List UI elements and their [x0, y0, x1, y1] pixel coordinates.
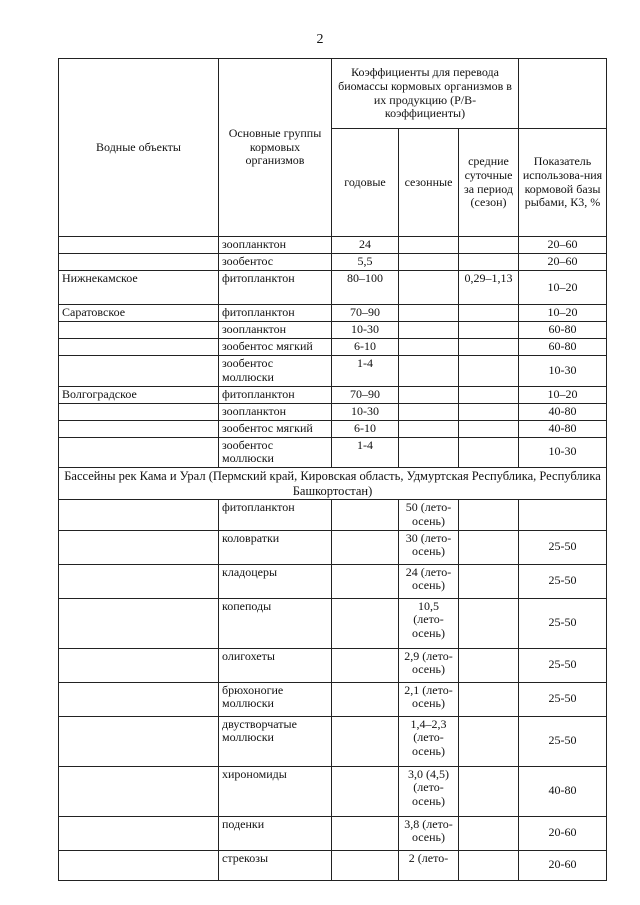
- cell-k: 40-80: [519, 420, 607, 437]
- cell-daily: [459, 403, 519, 420]
- cell-seasonal: [399, 420, 459, 437]
- cell-seasonal: [399, 403, 459, 420]
- reservoirs-body: [59, 237, 607, 468]
- cell-object: [59, 816, 219, 850]
- cell-annual: [332, 766, 399, 816]
- cell-seasonal: [399, 339, 459, 356]
- cell-seasonal: [399, 254, 459, 271]
- cell-object: [59, 437, 219, 468]
- cell-object: [59, 322, 219, 339]
- cell-annual: 5,5: [332, 254, 399, 271]
- table-row: [59, 816, 607, 850]
- cell-annual: [332, 816, 399, 850]
- cell-group: фитопланктон: [219, 271, 332, 305]
- cell-annual: [332, 682, 399, 716]
- cell-k: 25-50: [519, 716, 607, 766]
- cell-object: Волгоградское: [59, 386, 219, 403]
- cell-daily: [459, 530, 519, 564]
- table-row: [59, 420, 607, 437]
- header-indicator: Показатель использова-ния кормовой базы рыбами, К3, %: [519, 129, 607, 237]
- cell-daily: [459, 850, 519, 880]
- header-groups: Основные группы кормовых организмов: [219, 59, 332, 237]
- cell-group: олигохеты: [219, 648, 332, 682]
- header-coefficients: Коэффициенты для перевода биомассы кормовых организмов в их продукцию (Р/В-коэффициенты): [332, 59, 519, 129]
- table-row: [59, 322, 607, 339]
- cell-seasonal: [399, 386, 459, 403]
- section-body: [59, 468, 607, 500]
- cell-object: Нижнекамское: [59, 271, 219, 305]
- cell-annual: [332, 499, 399, 530]
- cell-k: 10-30: [519, 356, 607, 387]
- cell-group: зоопланктон: [219, 403, 332, 420]
- table-header: [59, 59, 607, 237]
- cell-group: фитопланктон: [219, 499, 332, 530]
- cell-k: 60-80: [519, 322, 607, 339]
- pb-coefficients-table: [58, 58, 607, 881]
- header-daily: средние суточные за период (сезон): [459, 129, 519, 237]
- cell-annual: [332, 716, 399, 766]
- cell-group: зоопланктон: [219, 322, 332, 339]
- basins-body: [59, 499, 607, 880]
- page-number: 2: [316, 32, 324, 47]
- cell-k: 40-80: [519, 766, 607, 816]
- cell-object: [59, 530, 219, 564]
- cell-k: 20–60: [519, 254, 607, 271]
- cell-annual: [332, 530, 399, 564]
- cell-group: зообентос моллюски: [219, 356, 332, 387]
- cell-seasonal: 50 (лето-осень): [399, 499, 459, 530]
- table-row: [59, 339, 607, 356]
- cell-object: [59, 682, 219, 716]
- cell-object: [59, 716, 219, 766]
- cell-seasonal: [399, 271, 459, 305]
- cell-group: брюхоногие моллюски: [219, 682, 332, 716]
- cell-object: [59, 499, 219, 530]
- cell-seasonal: 1,4–2,3 (лето-осень): [399, 716, 459, 766]
- cell-k: 60-80: [519, 339, 607, 356]
- cell-daily: [459, 716, 519, 766]
- cell-seasonal: [399, 322, 459, 339]
- cell-k: 25-50: [519, 648, 607, 682]
- table-row: [59, 564, 607, 598]
- cell-daily: [459, 816, 519, 850]
- cell-seasonal: 3,0 (4,5) (лето-осень): [399, 766, 459, 816]
- cell-object: [59, 356, 219, 387]
- cell-annual: 70–90: [332, 305, 399, 322]
- cell-daily: [459, 766, 519, 816]
- cell-daily: [459, 339, 519, 356]
- table-row: [59, 254, 607, 271]
- cell-group: копеподы: [219, 598, 332, 648]
- cell-seasonal: [399, 305, 459, 322]
- cell-k: 40-80: [519, 403, 607, 420]
- cell-object: [59, 403, 219, 420]
- cell-group: зообентос мягкий: [219, 339, 332, 356]
- section-title: Бассейны рек Кама и Урал (Пермский край, Кировская область, Удмуртская Республика, Республика Башкортостан): [59, 468, 607, 500]
- cell-k: 20-60: [519, 816, 607, 850]
- cell-k: 10–20: [519, 305, 607, 322]
- cell-daily: [459, 648, 519, 682]
- cell-annual: [332, 564, 399, 598]
- cell-annual: 10-30: [332, 322, 399, 339]
- table-row: [59, 356, 607, 387]
- cell-daily: [459, 386, 519, 403]
- cell-group: фитопланктон: [219, 305, 332, 322]
- cell-daily: [459, 682, 519, 716]
- cell-k: 10–20: [519, 271, 607, 305]
- cell-group: зообентос: [219, 254, 332, 271]
- cell-object: [59, 254, 219, 271]
- cell-object: [59, 339, 219, 356]
- cell-group: коловратки: [219, 530, 332, 564]
- cell-daily: [459, 598, 519, 648]
- table-row: [59, 386, 607, 403]
- cell-seasonal: [399, 356, 459, 387]
- cell-annual: 1-4: [332, 356, 399, 387]
- table-row: [59, 598, 607, 648]
- table-row: [59, 271, 607, 305]
- cell-object: [59, 648, 219, 682]
- cell-seasonal: [399, 237, 459, 254]
- cell-annual: 1-4: [332, 437, 399, 468]
- cell-group: кладоцеры: [219, 564, 332, 598]
- cell-object: [59, 420, 219, 437]
- cell-annual: [332, 850, 399, 880]
- cell-group: стрекозы: [219, 850, 332, 880]
- header-seasonal: сезонные: [399, 129, 459, 237]
- table-row: [59, 716, 607, 766]
- cell-daily: [459, 499, 519, 530]
- cell-seasonal: 3,8 (лето-осень): [399, 816, 459, 850]
- cell-daily: [459, 420, 519, 437]
- cell-daily: [459, 356, 519, 387]
- cell-seasonal: [399, 437, 459, 468]
- cell-daily: [459, 237, 519, 254]
- cell-k: 20-60: [519, 850, 607, 880]
- table-row: [59, 437, 607, 468]
- cell-daily: [459, 564, 519, 598]
- cell-k: 20–60: [519, 237, 607, 254]
- cell-annual: 10-30: [332, 403, 399, 420]
- cell-object: [59, 237, 219, 254]
- table-row: [59, 766, 607, 816]
- cell-daily: [459, 254, 519, 271]
- cell-group: двустворчатые моллюски: [219, 716, 332, 766]
- cell-annual: 6-10: [332, 420, 399, 437]
- cell-object: [59, 766, 219, 816]
- cell-daily: [459, 305, 519, 322]
- cell-annual: 24: [332, 237, 399, 254]
- cell-group: поденки: [219, 816, 332, 850]
- header-annual: годовые: [332, 129, 399, 237]
- cell-group: зообентос моллюски: [219, 437, 332, 468]
- cell-group: хирономиды: [219, 766, 332, 816]
- cell-k: 25-50: [519, 682, 607, 716]
- table-row: [59, 648, 607, 682]
- cell-group: фитопланктон: [219, 386, 332, 403]
- cell-seasonal: 10,5 (лето-осень): [399, 598, 459, 648]
- cell-daily: [459, 437, 519, 468]
- header-indicator-top: [519, 59, 607, 129]
- cell-k: 25-50: [519, 564, 607, 598]
- cell-annual: 6-10: [332, 339, 399, 356]
- table-row: [59, 305, 607, 322]
- cell-seasonal: 2,9 (лето-осень): [399, 648, 459, 682]
- cell-seasonal: 2,1 (лето-осень): [399, 682, 459, 716]
- table-row: [59, 499, 607, 530]
- cell-daily: [459, 322, 519, 339]
- cell-seasonal: 30 (лето-осень): [399, 530, 459, 564]
- cell-object: [59, 564, 219, 598]
- cell-daily: 0,29–1,13: [459, 271, 519, 305]
- cell-annual: 80–100: [332, 271, 399, 305]
- table-row: [59, 682, 607, 716]
- cell-group: зообентос мягкий: [219, 420, 332, 437]
- table-row: [59, 403, 607, 420]
- cell-k: [519, 499, 607, 530]
- cell-annual: 70–90: [332, 386, 399, 403]
- cell-object: Саратовское: [59, 305, 219, 322]
- cell-seasonal: 2 (лето-: [399, 850, 459, 880]
- cell-k: 25-50: [519, 530, 607, 564]
- table-row: [59, 237, 607, 254]
- header-water-objects: Водные объекты: [59, 59, 219, 237]
- cell-group: зоопланктон: [219, 237, 332, 254]
- cell-k: 10–20: [519, 386, 607, 403]
- table-row: [59, 850, 607, 880]
- cell-annual: [332, 598, 399, 648]
- cell-k: 25-50: [519, 598, 607, 648]
- table-row: [59, 530, 607, 564]
- cell-object: [59, 850, 219, 880]
- cell-seasonal: 24 (лето-осень): [399, 564, 459, 598]
- cell-annual: [332, 648, 399, 682]
- cell-k: 10-30: [519, 437, 607, 468]
- cell-object: [59, 598, 219, 648]
